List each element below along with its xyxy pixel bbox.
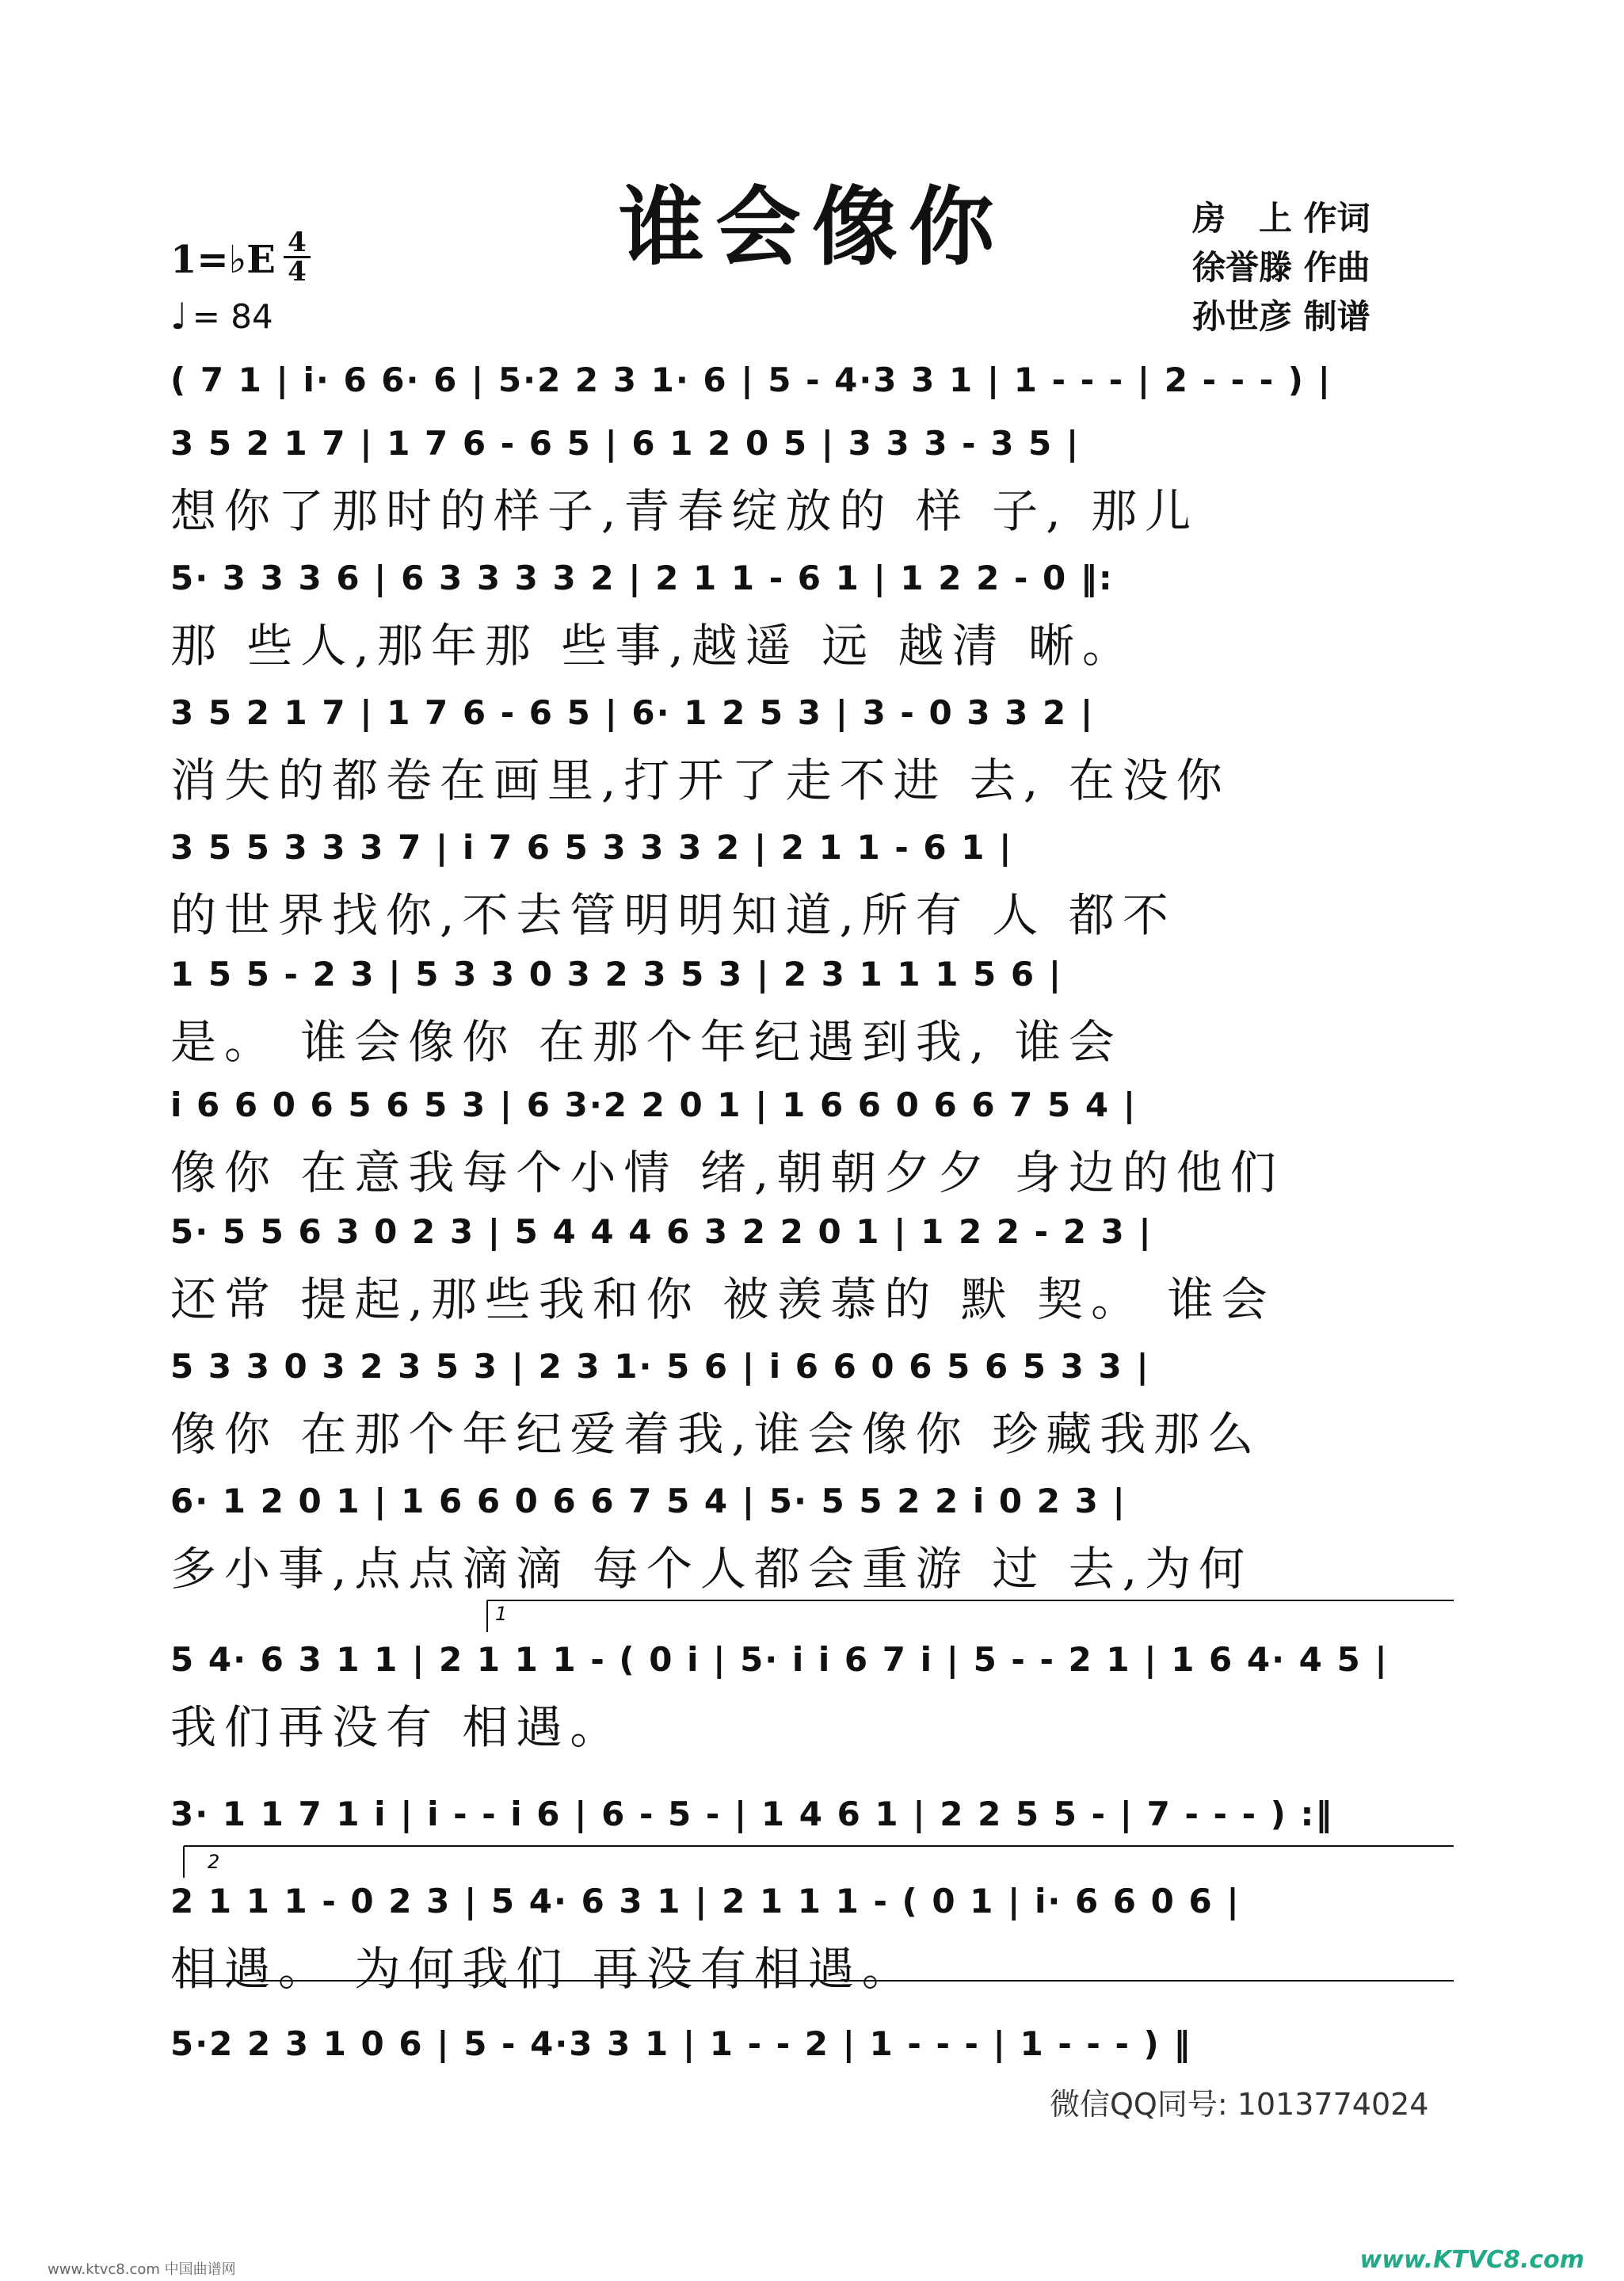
system-6 (170, 943, 1442, 1078)
system-4 (170, 681, 1442, 816)
time-signature (284, 227, 311, 288)
notes-line: 3· 1 1 7 1 i | i - - i 6 | 6 - 5 - | 1 4 6 1 | 2 2 5 5 - | 7 - - - ) :‖ (170, 1795, 1334, 1833)
composer: 徐誉滕 作曲 (1192, 248, 1370, 287)
system-13 (170, 1870, 1442, 2004)
lyric-line: 像你 在那个年纪爱着我,谁会像你 珍藏我那么 (170, 1407, 1262, 1461)
key-signature: 1=♭E (170, 238, 276, 282)
notes-line: 5· 5 5 6 3 0 2 3 | 5 4 4 4 6 3 2 2 0 1 | 1 2 2 - 2 3 | (170, 1212, 1153, 1251)
tempo-value: = 84 (192, 296, 273, 336)
notes-line: 5· 3 3 3 6 | 6 3 3 3 3 2 | 2 1 1 - 6 1 | 1 2 2 - 0 ‖: (170, 559, 1114, 597)
lyric-line: 相遇。 为何我们 再没有相遇。 (170, 1942, 916, 1996)
system-10 (170, 1470, 1442, 1604)
time-bottom: 4 (288, 256, 307, 288)
lyric-line: 消失的都卷在画里,打开了走不进 去, 在没你 (170, 753, 1230, 807)
lyricist: 房 上 作词 (1192, 199, 1370, 238)
notes-line: 2 1 1 1 - 0 2 3 | 5 4· 6 3 1 | 2 1 1 1 - ( 0 1 | i· 6 6 0 6 | (170, 1882, 1241, 1921)
system-5 (170, 816, 1442, 951)
wechat-contact: 微信QQ同号: 1013774024 (1050, 2087, 1429, 2122)
lyric-line: 像你 在意我每个小情 绪,朝朝夕夕 身边的他们 (170, 1146, 1284, 1200)
system-9 (170, 1335, 1442, 1470)
lyric-line: 那 些人,那年那 些事,越遥 远 越清 晰。 (170, 619, 1137, 673)
lyric-line: 还常 提起,那些我和你 被羡慕的 默 契。 谁会 (170, 1272, 1275, 1326)
system-14 (170, 2012, 1442, 2076)
time-top: 4 (288, 227, 307, 258)
site-watermark-right: www.KTVC8.com (1359, 2246, 1584, 2274)
notes-line: 3 5 2 1 7 | 1 7 6 - 6 5 | 6· 1 2 5 3 | 3 - 0 3 3 2 | (170, 693, 1095, 732)
lyric-line: 多小事,点点滴滴 每个人都会重游 过 去,为何 (170, 1542, 1253, 1596)
notes-line: i 6 6 0 6 5 6 5 3 | 6 3·2 2 0 1 | 1 6 6 0 6 6 7 5 4 | (170, 1085, 1138, 1124)
quarter-note-icon: ♩ (170, 295, 188, 338)
notes-line: ( 7 1 | i· 6 6· 6 | 5·2 2 3 1· 6 | 5 - 4·3 3 1 | 1 - - - | 2 - - - ) | (170, 360, 1332, 399)
notes-line: 5·2 2 3 1 0 6 | 5 - 4·3 3 1 | 1 - - 2 | 1 - - - | 1 - - - ) ‖ (170, 2024, 1192, 2063)
credits (1192, 194, 1446, 341)
system-1 (170, 349, 1442, 412)
notes-line: 1 5 5 - 2 3 | 5 3 3 0 3 2 3 5 3 | 2 3 1 1 1 5 6 | (170, 955, 1063, 994)
notes-line: 5 3 3 0 3 2 3 5 3 | 2 3 1· 5 6 | i 6 6 0 6 5 6 5 3 3 | (170, 1347, 1150, 1386)
tempo (170, 295, 273, 338)
volta-1-label: 1 (495, 1603, 508, 1625)
lyric-line: 我们再没有 相遇。 (170, 1700, 624, 1754)
volta-2-label: 2 (208, 1851, 220, 1873)
notes-line: 3 5 2 1 7 | 1 7 6 - 6 5 | 6 1 2 0 5 | 3 3 3 - 3 5 | (170, 424, 1081, 463)
system-3 (170, 547, 1442, 681)
notes-line: 6· 1 2 0 1 | 1 6 6 0 6 6 7 5 4 | 5· 5 5 2 2 i 0 2 3 | (170, 1482, 1127, 1520)
arranger: 孙世彦 制谱 (1192, 297, 1370, 336)
system-7 (170, 1074, 1442, 1208)
notes-line: 5 4· 6 3 1 1 | 2 1 1 1 - ( 0 i | 5· i i 6 7 i | 5 - - 2 1 | 1 6 4· 4 5 | (170, 1640, 1389, 1679)
song-title: 谁会像你 (618, 177, 1005, 277)
lyric-line: 的世界找你,不去管明明知道,所有 人 都不 (170, 888, 1176, 942)
system-11 (170, 1628, 1442, 1763)
system-2 (170, 412, 1442, 547)
lyric-line: 是。 谁会像你 在那个年纪遇到我, 谁会 (170, 1015, 1123, 1069)
site-watermark-left: www.ktvc8.com 中国曲谱网 (48, 2261, 236, 2278)
notes-line: 3 5 5 3 3 3 7 | i 7 6 5 3 3 3 2 | 2 1 1 - 6 1 | (170, 828, 1013, 867)
system-12 (170, 1783, 1442, 1846)
system-8 (170, 1200, 1442, 1335)
lyric-line: 想你了那时的样子,青春绽放的 样 子, 那儿 (170, 484, 1199, 538)
